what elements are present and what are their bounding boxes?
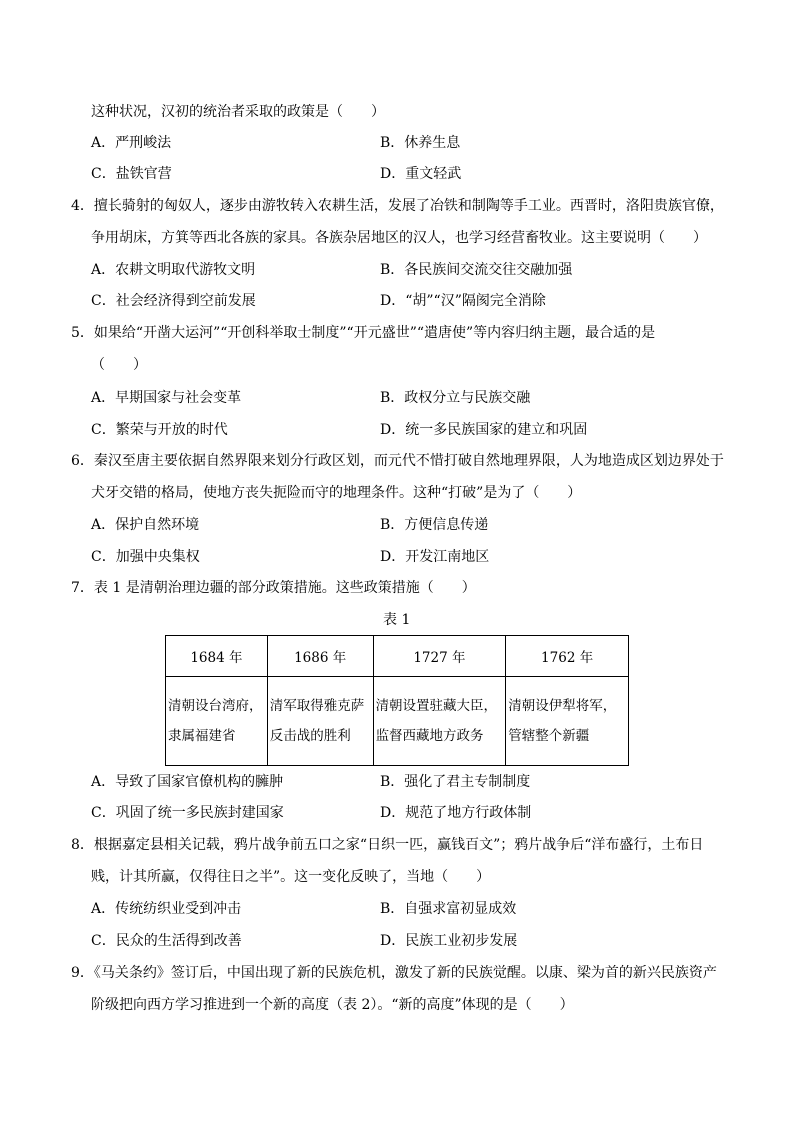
table1 <box>165 635 629 766</box>
table1-header-1686: 1686 年 <box>267 636 373 677</box>
q8-stem-line1: 8．根据嘉定县相关记载，鸦片战争前五口之家“日织一匹，赢钱百文”；鸦片战争后“洋布盛行，土布日 <box>71 837 704 853</box>
q4-stem-line2: 争用胡床，方箕等西北各族的家具。各族杂居地区的汉人，也学习经营畜牧业。这主要说明（ ） <box>91 230 707 246</box>
q8-option-a: A．传统纺织业受到冲击 <box>91 901 242 917</box>
q6-option-a: A．保护自然环境 <box>91 517 200 533</box>
q3-option-d: D．重文轻武 <box>380 166 462 182</box>
q5-stem-line1: 5．如果给“开凿大运河”“开创科举取士制度”“开元盛世”“遣唐使”等内容归纳主题，最合适的是 <box>71 325 656 341</box>
q7-option-a: A．导致了国家官僚机构的臃肿 <box>91 774 284 790</box>
q5-stem-line2: （ ） <box>91 357 147 373</box>
table1-header-1684: 1684 年 <box>166 636 268 677</box>
q3-option-c: C．盐铁官营 <box>91 166 172 182</box>
table1-cell-1684: 清朝设台湾府， 隶属福建省 <box>166 677 268 766</box>
q8-option-d: D．民族工业初步发展 <box>380 933 518 949</box>
q9-stem-line2: 阶级把向西方学习推进到一个新的高度（表 2）。“新的高度”体现的是（ ） <box>91 997 574 1013</box>
q4-option-c: C．社会经济得到空前发展 <box>91 293 256 309</box>
q7-stem: 7．表 1 是清朝治理边疆的部分政策措施。这些政策措施（ ） <box>71 580 476 596</box>
table1-header-1727: 1727 年 <box>373 636 506 677</box>
q8-stem-line2: 贱，计其所赢，仅得往日之半”。这一变化反映了，当地（ ） <box>91 869 491 885</box>
table1-cell-1686: 清军取得雅克萨 反击战的胜利 <box>267 677 373 766</box>
table1-header-1762: 1762 年 <box>506 636 629 677</box>
q8-option-c: C．民众的生活得到改善 <box>91 933 242 949</box>
q6-stem-line1: 6．秦汉至唐主要依据自然界限来划分行政区划，而元代不惜打破自然地理界限，人为地造成区划边界处于 <box>71 453 724 469</box>
table1-cell-1727: 清朝设置驻藏大臣， 监督西藏地方政务 <box>373 677 506 766</box>
q6-option-c: C．加强中央集权 <box>91 549 200 565</box>
q5-option-c: C．繁荣与开放的时代 <box>91 422 228 438</box>
q4-option-d: D．“胡”“汉”隔阂完全消除 <box>380 293 546 309</box>
q5-option-d: D．统一多民族国家的建立和巩固 <box>380 422 588 438</box>
q9-stem-line1: 9．《马关条约》签订后，中国出现了新的民族危机，激发了新的民族觉醒。以康、梁为首的新兴民族资产 <box>71 965 717 981</box>
q3-stem-cont: 这种状况，汉初的统治者采取的政策是（ ） <box>91 104 385 120</box>
q7-option-c: C．巩固了统一多民族封建国家 <box>91 805 284 821</box>
q6-stem-line2: 犬牙交错的格局，使地方丧失扼险而守的地理条件。这种“打破”是为了（ ） <box>91 485 582 501</box>
q7-option-d: D．规范了地方行政体制 <box>380 805 532 821</box>
q5-option-b: B．政权分立与民族交融 <box>380 390 531 406</box>
q4-option-a: A．农耕文明取代游牧文明 <box>91 262 256 278</box>
q4-stem-line1: 4．擅长骑射的匈奴人，逐步由游牧转入农耕生活，发展了冶铁和制陶等手工业。西晋时，洛阳贵族官僚， <box>71 198 724 214</box>
table1-header-row <box>166 636 629 677</box>
q7-option-b: B．强化了君主专制制度 <box>380 774 531 790</box>
q8-option-b: B．自强求富初显成效 <box>380 901 517 917</box>
q5-option-a: A．早期国家与社会变革 <box>91 390 242 406</box>
table1-cell-1762: 清朝设伊犁将军， 管辖整个新疆 <box>506 677 629 766</box>
q6-option-d: D．开发江南地区 <box>380 549 490 565</box>
table1-body-row <box>166 677 629 766</box>
q3-option-a: A．严刑峻法 <box>91 135 172 151</box>
q4-option-b: B．各民族间交流交往交融加强 <box>380 262 573 278</box>
q6-option-b: B．方便信息传递 <box>380 517 489 533</box>
table1-caption: 表 1 <box>383 612 411 628</box>
q3-option-b: B．休养生息 <box>380 135 461 151</box>
